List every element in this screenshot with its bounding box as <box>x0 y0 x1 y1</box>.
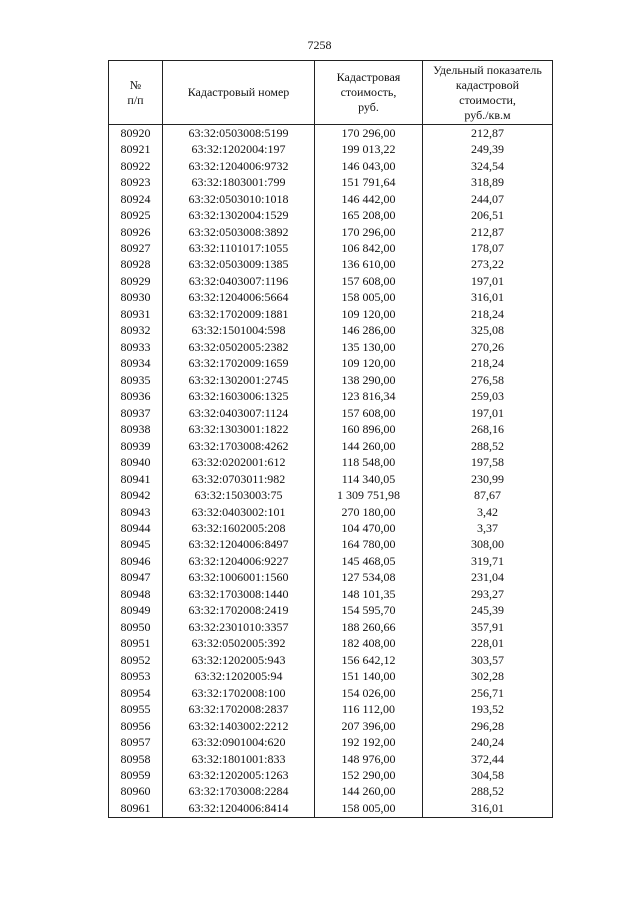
table-row <box>109 273 553 289</box>
cadastral-value-cell: 109 120,00 <box>315 306 423 322</box>
specific-value-cell: 268,16 <box>423 421 553 437</box>
cadastral-value-cell: 148 976,00 <box>315 751 423 767</box>
specific-value-cell: 230,99 <box>423 471 553 487</box>
table-row <box>109 751 553 767</box>
table-row <box>109 405 553 421</box>
row-number-cell: 80920 <box>109 125 163 142</box>
cadastral-value-cell: 148 101,35 <box>315 586 423 602</box>
table-row <box>109 158 553 174</box>
row-number-cell: 80940 <box>109 454 163 470</box>
cadastral-number-cell: 63:32:0503008:5199 <box>163 125 315 142</box>
table-row <box>109 553 553 569</box>
specific-value-cell: 316,01 <box>423 290 553 306</box>
cadastral-value-cell: 154 595,70 <box>315 603 423 619</box>
cadastral-value-cell: 135 130,00 <box>315 339 423 355</box>
specific-value-cell: 245,39 <box>423 603 553 619</box>
table-row <box>109 734 553 750</box>
cadastral-number-cell: 63:32:1403002:2212 <box>163 718 315 734</box>
specific-value-cell: 212,87 <box>423 125 553 142</box>
cadastral-number-cell: 63:32:0502005:392 <box>163 636 315 652</box>
cadastral-number-cell: 63:32:1204006:9732 <box>163 158 315 174</box>
table-header-row <box>109 61 553 125</box>
table-row <box>109 668 553 684</box>
row-number-cell: 80958 <box>109 751 163 767</box>
specific-value-cell: 357,91 <box>423 619 553 635</box>
cadastral-number-cell: 63:32:0703011:982 <box>163 471 315 487</box>
specific-value-cell: 197,58 <box>423 454 553 470</box>
cadastral-value-cell: 157 608,00 <box>315 405 423 421</box>
table-row <box>109 603 553 619</box>
table-row <box>109 323 553 339</box>
table-row <box>109 356 553 372</box>
row-number-cell: 80930 <box>109 290 163 306</box>
table-row <box>109 800 553 817</box>
specific-value-cell: 319,71 <box>423 553 553 569</box>
cadastral-number-cell: 63:32:2301010:3357 <box>163 619 315 635</box>
table-body <box>109 125 553 818</box>
cadastral-value-cell: 146 442,00 <box>315 191 423 207</box>
table-row <box>109 685 553 701</box>
row-number-cell: 80934 <box>109 356 163 372</box>
specific-value-cell: 276,58 <box>423 372 553 388</box>
row-number-cell: 80952 <box>109 652 163 668</box>
cadastral-value-cell: 104 470,00 <box>315 520 423 536</box>
table-row <box>109 207 553 223</box>
specific-value-cell: 308,00 <box>423 537 553 553</box>
cadastral-number-cell: 63:32:1204006:8414 <box>163 800 315 817</box>
table-row <box>109 471 553 487</box>
row-number-cell: 80938 <box>109 421 163 437</box>
row-number-cell: 80937 <box>109 405 163 421</box>
row-number-cell: 80927 <box>109 240 163 256</box>
row-number-cell: 80946 <box>109 553 163 569</box>
specific-value-cell: 240,24 <box>423 734 553 750</box>
page-number: 7258 <box>307 38 332 52</box>
cadastral-number-cell: 63:32:1603006:1325 <box>163 389 315 405</box>
header-cadastral-number: Кадастровый номер <box>163 61 315 125</box>
cadastral-value-cell: 1 309 751,98 <box>315 487 423 503</box>
specific-value-cell: 296,28 <box>423 718 553 734</box>
specific-value-cell: 256,71 <box>423 685 553 701</box>
table-row <box>109 520 553 536</box>
table-row <box>109 290 553 306</box>
cadastral-number-cell: 63:32:1204006:5664 <box>163 290 315 306</box>
specific-value-cell: 212,87 <box>423 224 553 240</box>
row-number-cell: 80956 <box>109 718 163 734</box>
table-row <box>109 372 553 388</box>
cadastral-number-cell: 63:32:1204006:9227 <box>163 553 315 569</box>
row-number-cell: 80928 <box>109 257 163 273</box>
specific-value-cell: 87,67 <box>423 487 553 503</box>
table-row <box>109 718 553 734</box>
specific-value-cell: 3,37 <box>423 520 553 536</box>
specific-value-cell: 293,27 <box>423 586 553 602</box>
cadastral-number-cell: 63:32:1006001:1560 <box>163 570 315 586</box>
cadastral-number-cell: 63:32:1503003:75 <box>163 487 315 503</box>
specific-value-cell: 303,57 <box>423 652 553 668</box>
cadastral-value-cell: 192 192,00 <box>315 734 423 750</box>
cadastral-value-cell: 207 396,00 <box>315 718 423 734</box>
cadastral-number-cell: 63:32:0503008:3892 <box>163 224 315 240</box>
table-row <box>109 421 553 437</box>
cadastral-number-cell: 63:32:1204006:8497 <box>163 537 315 553</box>
specific-value-cell: 197,01 <box>423 405 553 421</box>
specific-value-cell: 178,07 <box>423 240 553 256</box>
cadastral-number-cell: 63:32:1702009:1659 <box>163 356 315 372</box>
cadastral-value-cell: 170 296,00 <box>315 125 423 142</box>
cadastral-value-cell: 154 026,00 <box>315 685 423 701</box>
row-number-cell: 80933 <box>109 339 163 355</box>
row-number-cell: 80942 <box>109 487 163 503</box>
cadastre-table <box>108 60 553 818</box>
specific-value-cell: 197,01 <box>423 273 553 289</box>
cadastral-value-cell: 144 260,00 <box>315 438 423 454</box>
specific-value-cell: 244,07 <box>423 191 553 207</box>
cadastral-value-cell: 270 180,00 <box>315 504 423 520</box>
row-number-cell: 80926 <box>109 224 163 240</box>
row-number-cell: 80957 <box>109 734 163 750</box>
table-row <box>109 174 553 190</box>
table-row <box>109 141 553 157</box>
cadastral-number-cell: 63:32:1703008:2284 <box>163 784 315 800</box>
cadastral-number-cell: 63:32:0403002:101 <box>163 504 315 520</box>
table-row <box>109 784 553 800</box>
specific-value-cell: 324,54 <box>423 158 553 174</box>
table-row <box>109 636 553 652</box>
specific-value-cell: 325,08 <box>423 323 553 339</box>
specific-value-cell: 259,03 <box>423 389 553 405</box>
cadastral-value-cell: 138 290,00 <box>315 372 423 388</box>
header-cadastral-value: Кадастровая стоимость, руб. <box>315 61 423 125</box>
cadastral-number-cell: 63:32:0403007:1124 <box>163 405 315 421</box>
row-number-cell: 80925 <box>109 207 163 223</box>
cadastral-value-cell: 151 140,00 <box>315 668 423 684</box>
table-row <box>109 652 553 668</box>
cadastral-value-cell: 109 120,00 <box>315 356 423 372</box>
cadastral-value-cell: 145 468,05 <box>315 553 423 569</box>
cadastral-value-cell: 199 013,22 <box>315 141 423 157</box>
cadastral-number-cell: 63:32:0202001:612 <box>163 454 315 470</box>
cadastral-value-cell: 106 842,00 <box>315 240 423 256</box>
specific-value-cell: 193,52 <box>423 701 553 717</box>
cadastral-value-cell: 118 548,00 <box>315 454 423 470</box>
cadastral-value-cell: 123 816,34 <box>315 389 423 405</box>
row-number-cell: 80961 <box>109 800 163 817</box>
cadastral-number-cell: 63:32:1202005:1263 <box>163 767 315 783</box>
cadastral-value-cell: 165 208,00 <box>315 207 423 223</box>
row-number-cell: 80936 <box>109 389 163 405</box>
cadastral-number-cell: 63:32:1302004:1529 <box>163 207 315 223</box>
row-number-cell: 80929 <box>109 273 163 289</box>
cadastral-number-cell: 63:32:1702009:1881 <box>163 306 315 322</box>
cadastral-value-cell: 136 610,00 <box>315 257 423 273</box>
table-row <box>109 504 553 520</box>
table-row <box>109 570 553 586</box>
cadastral-value-cell: 116 112,00 <box>315 701 423 717</box>
cadastral-number-cell: 63:32:0503010:1018 <box>163 191 315 207</box>
cadastral-value-cell: 152 290,00 <box>315 767 423 783</box>
cadastral-number-cell: 63:32:1602005:208 <box>163 520 315 536</box>
cadastral-number-cell: 63:32:1803001:799 <box>163 174 315 190</box>
cadastral-number-cell: 63:32:1702008:2837 <box>163 701 315 717</box>
header-row-number: № п/п <box>109 61 163 125</box>
specific-value-cell: 218,24 <box>423 306 553 322</box>
table-row <box>109 306 553 322</box>
row-number-cell: 80943 <box>109 504 163 520</box>
cadastral-number-cell: 63:32:1702008:2419 <box>163 603 315 619</box>
cadastral-value-cell: 144 260,00 <box>315 784 423 800</box>
cadastral-number-cell: 63:32:0502005:2382 <box>163 339 315 355</box>
cadastral-value-cell: 188 260,66 <box>315 619 423 635</box>
specific-value-cell: 288,52 <box>423 438 553 454</box>
cadastral-value-cell: 127 534,08 <box>315 570 423 586</box>
table-row <box>109 240 553 256</box>
cadastral-number-cell: 63:32:1703008:4262 <box>163 438 315 454</box>
table-row <box>109 191 553 207</box>
cadastral-number-cell: 63:32:1702008:100 <box>163 685 315 701</box>
row-number-cell: 80924 <box>109 191 163 207</box>
table-row <box>109 619 553 635</box>
cadastral-number-cell: 63:32:1202005:94 <box>163 668 315 684</box>
table-row <box>109 339 553 355</box>
cadastral-number-cell: 63:32:1703008:1440 <box>163 586 315 602</box>
cadastral-number-cell: 63:32:1101017:1055 <box>163 240 315 256</box>
cadastral-number-cell: 63:32:0503009:1385 <box>163 257 315 273</box>
row-number-cell: 80960 <box>109 784 163 800</box>
cadastral-value-cell: 160 896,00 <box>315 421 423 437</box>
table-row <box>109 767 553 783</box>
cadastral-number-cell: 63:32:1801001:833 <box>163 751 315 767</box>
row-number-cell: 80923 <box>109 174 163 190</box>
specific-value-cell: 288,52 <box>423 784 553 800</box>
cadastral-number-cell: 63:32:1501004:598 <box>163 323 315 339</box>
cadastral-number-cell: 63:32:1202004:197 <box>163 141 315 157</box>
row-number-cell: 80931 <box>109 306 163 322</box>
specific-value-cell: 372,44 <box>423 751 553 767</box>
table-row <box>109 454 553 470</box>
specific-value-cell: 316,01 <box>423 800 553 817</box>
cadastral-number-cell: 63:32:1303001:1822 <box>163 421 315 437</box>
cadastral-value-cell: 114 340,05 <box>315 471 423 487</box>
specific-value-cell: 270,26 <box>423 339 553 355</box>
cadastral-number-cell: 63:32:0403007:1196 <box>163 273 315 289</box>
cadastral-number-cell: 63:32:0901004:620 <box>163 734 315 750</box>
row-number-cell: 80944 <box>109 520 163 536</box>
cadastral-number-cell: 63:32:1302001:2745 <box>163 372 315 388</box>
table-row <box>109 438 553 454</box>
cadastral-number-cell: 63:32:1202005:943 <box>163 652 315 668</box>
table-row <box>109 257 553 273</box>
row-number-cell: 80948 <box>109 586 163 602</box>
row-number-cell: 80954 <box>109 685 163 701</box>
row-number-cell: 80947 <box>109 570 163 586</box>
table-row <box>109 701 553 717</box>
row-number-cell: 80941 <box>109 471 163 487</box>
specific-value-cell: 218,24 <box>423 356 553 372</box>
specific-value-cell: 318,89 <box>423 174 553 190</box>
table-row <box>109 487 553 503</box>
specific-value-cell: 3,42 <box>423 504 553 520</box>
specific-value-cell: 273,22 <box>423 257 553 273</box>
cadastral-value-cell: 146 043,00 <box>315 158 423 174</box>
specific-value-cell: 231,04 <box>423 570 553 586</box>
cadastral-value-cell: 170 296,00 <box>315 224 423 240</box>
specific-value-cell: 206,51 <box>423 207 553 223</box>
cadastral-value-cell: 151 791,64 <box>315 174 423 190</box>
row-number-cell: 80922 <box>109 158 163 174</box>
row-number-cell: 80955 <box>109 701 163 717</box>
row-number-cell: 80950 <box>109 619 163 635</box>
cadastral-value-cell: 146 286,00 <box>315 323 423 339</box>
row-number-cell: 80953 <box>109 668 163 684</box>
row-number-cell: 80949 <box>109 603 163 619</box>
cadastral-value-cell: 156 642,12 <box>315 652 423 668</box>
cadastral-value-cell: 182 408,00 <box>315 636 423 652</box>
table-row <box>109 537 553 553</box>
table-row <box>109 224 553 240</box>
cadastral-value-cell: 157 608,00 <box>315 273 423 289</box>
row-number-cell: 80951 <box>109 636 163 652</box>
row-number-cell: 80939 <box>109 438 163 454</box>
cadastral-value-cell: 164 780,00 <box>315 537 423 553</box>
row-number-cell: 80959 <box>109 767 163 783</box>
specific-value-cell: 302,28 <box>423 668 553 684</box>
row-number-cell: 80945 <box>109 537 163 553</box>
row-number-cell: 80932 <box>109 323 163 339</box>
specific-value-cell: 249,39 <box>423 141 553 157</box>
table-row <box>109 125 553 142</box>
cadastral-value-cell: 158 005,00 <box>315 290 423 306</box>
specific-value-cell: 228,01 <box>423 636 553 652</box>
specific-value-cell: 304,58 <box>423 767 553 783</box>
header-specific-value: Удельный показатель кадастровой стоимости, руб./кв.м <box>423 61 553 125</box>
cadastral-value-cell: 158 005,00 <box>315 800 423 817</box>
table-row <box>109 586 553 602</box>
row-number-cell: 80935 <box>109 372 163 388</box>
table-row <box>109 389 553 405</box>
row-number-cell: 80921 <box>109 141 163 157</box>
